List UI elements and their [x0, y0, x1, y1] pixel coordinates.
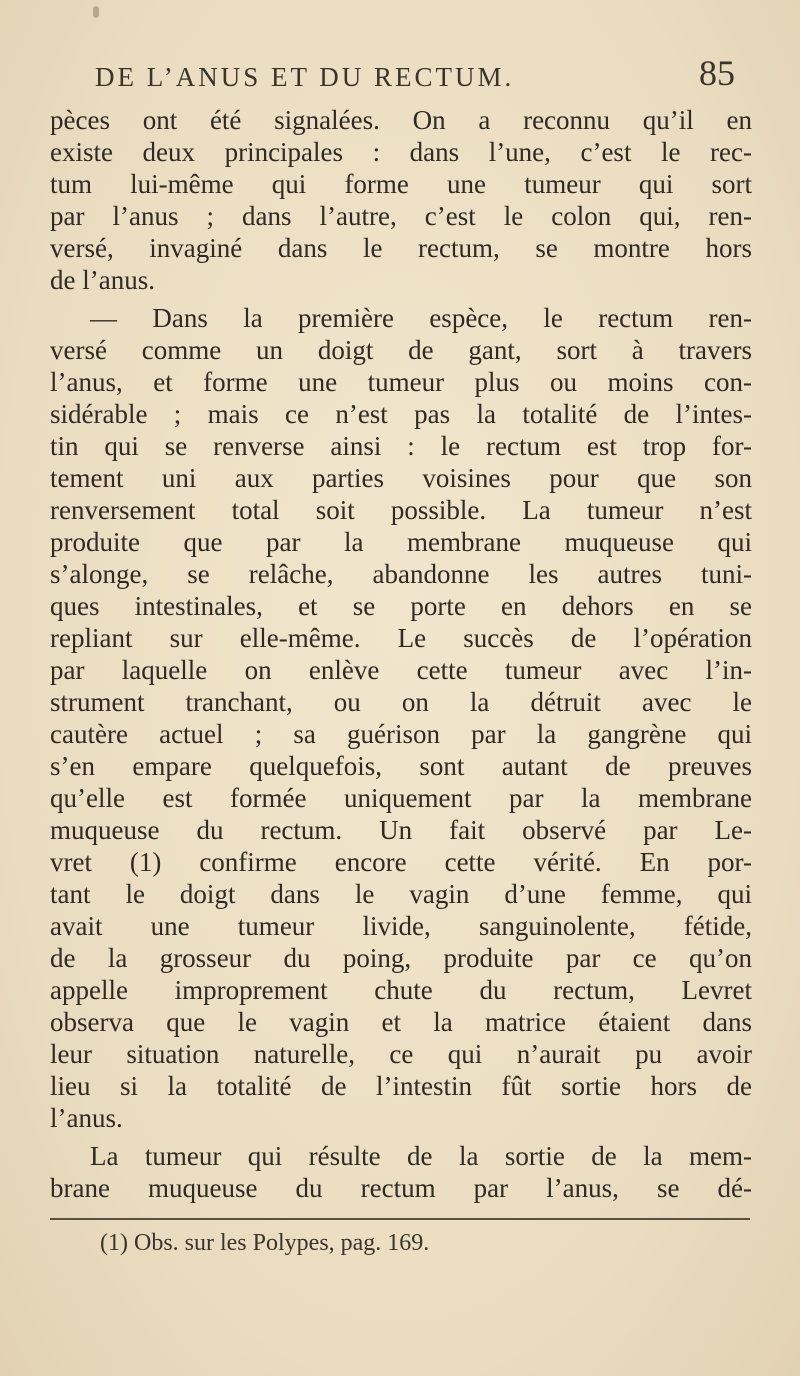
text-line: tum lui-même qui forme une tumeur qui sort [50, 169, 752, 199]
text-line: La tumeur qui résulte de la sortie de la mem- [90, 1141, 752, 1171]
text-line: appelle improprement chute du rectum, Levret [50, 975, 752, 1005]
text-line: par l’anus ; dans l’autre, c’est le colon qui, ren- [50, 201, 752, 231]
text-line: lieu si la totalité de l’intestin fût sortie hors de [50, 1071, 752, 1101]
text-line: de la grosseur du poing, produite par ce qu’on [50, 943, 752, 973]
text-line: produite que par la membrane muqueuse qui [50, 527, 752, 557]
text-line: sidérable ; mais ce n’est pas la totalité de l’intes- [50, 399, 752, 429]
text-line: existe deux principales : dans l’une, c’est le rec- [50, 137, 752, 167]
text-line: tin qui se renverse ainsi : le rectum est trop for- [50, 431, 752, 461]
paper-speck [93, 6, 99, 18]
page-number: 85 [699, 53, 735, 93]
running-head [95, 53, 735, 100]
text-line: tement uni aux parties voisines pour que son [50, 463, 752, 493]
text-line: ques intestinales, et se porte en dehors en se [50, 591, 752, 621]
text-line: brane muqueuse du rectum par l’anus, se dé- [50, 1173, 752, 1203]
text-line: avait une tumeur livide, sanguinolente, fétide, [50, 911, 752, 941]
text-line: repliant sur elle-même. Le succès de l’opération [50, 623, 752, 653]
text-line: tant le doigt dans le vagin d’une femme, qui [50, 879, 752, 909]
text-line: l’anus. [50, 1103, 123, 1133]
text-line: observa que le vagin et la matrice étaient dans [50, 1007, 752, 1037]
text-line: pèces ont été signalées. On a reconnu qu’il en [50, 105, 752, 135]
footnote-rule [50, 1218, 750, 1220]
text-line: s’en empare quelquefois, sont autant de preuves [50, 751, 752, 781]
text-line: muqueuse du rectum. Un fait observé par Le- [50, 815, 752, 845]
text-line: versé comme un doigt de gant, sort à travers [50, 335, 752, 365]
text-line: l’anus, et forme une tumeur plus ou moins con- [50, 367, 752, 397]
text-line: strument tranchant, ou on la détruit avec le [50, 687, 752, 717]
text-line: renversement total soit possible. La tumeur n’est [50, 495, 752, 525]
text-line: vret (1) confirme encore cette vérité. En por- [50, 847, 752, 877]
text-line: qu’elle est formée uniquement par la membrane [50, 783, 752, 813]
text-line: de l’anus. [50, 265, 155, 295]
text-line: versé, invaginé dans le rectum, se montre hors [50, 233, 752, 263]
text-line: cautère actuel ; sa guérison par la gangrène qui [50, 719, 752, 749]
text-line: — Dans la première espèce, le rectum ren- [90, 303, 752, 333]
footnote: (1) Obs. sur les Polypes, pag. 169. [100, 1230, 430, 1256]
running-title: DE L’ANUS ET DU RECTUM. [95, 62, 515, 92]
text-line: leur situation naturelle, ce qui n’aurait pu avoir [50, 1039, 752, 1069]
text-line: s’alonge, se relâche, abandonne les autres tuni- [50, 559, 752, 589]
text-line: par laquelle on enlève cette tumeur avec l’in- [50, 655, 752, 685]
